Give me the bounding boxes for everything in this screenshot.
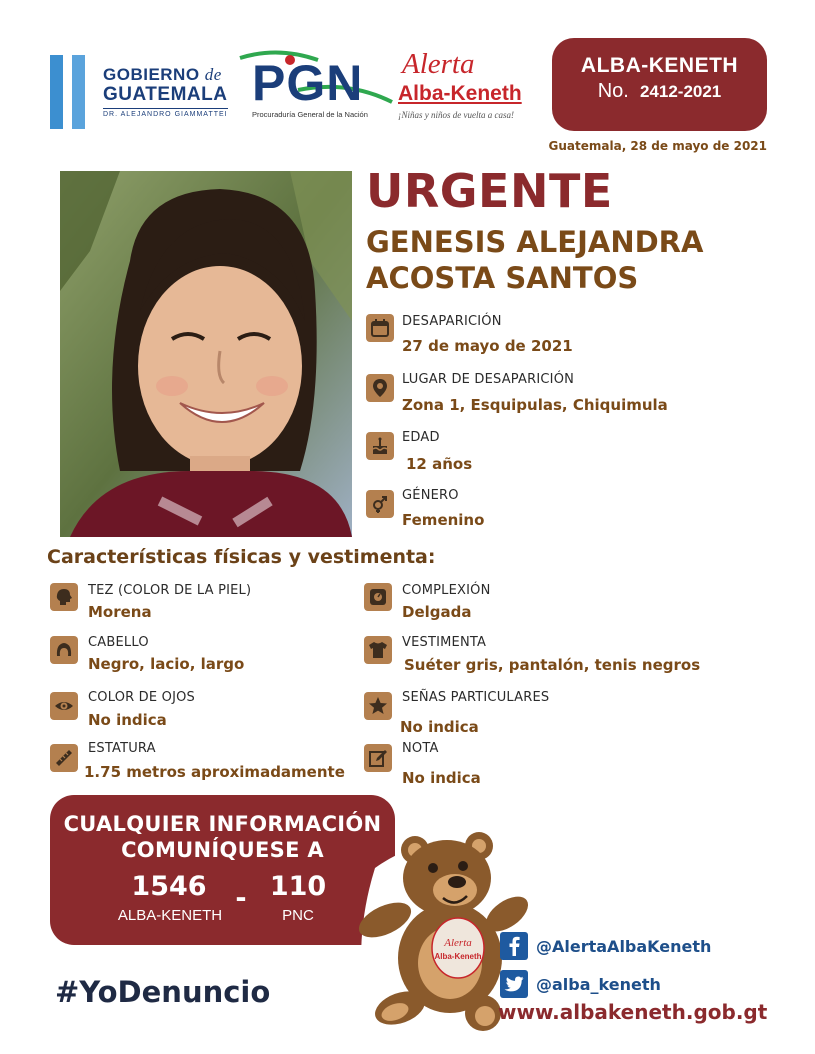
- detail-disappearance: [366, 314, 394, 342]
- alerta-alba-keneth-logo: [398, 48, 538, 122]
- scale-icon: [364, 583, 392, 611]
- twitter-link[interactable]: [500, 970, 661, 998]
- char-note: [364, 744, 392, 772]
- char-value-build: Delgada: [402, 603, 472, 621]
- char-value-note: No indica: [402, 769, 481, 787]
- portrait-illustration-icon: [60, 171, 352, 537]
- char-label-build: COMPLEXIÓN: [402, 583, 491, 598]
- char-hair: [50, 636, 78, 664]
- contact-number-pnc[interactable]: 110: [269, 871, 327, 902]
- pgn-letters: PGN: [252, 55, 364, 111]
- contact-number-alba[interactable]: 1546: [131, 871, 207, 902]
- contact-line2: COMUNÍQUESE A: [121, 838, 324, 862]
- hair-icon: [50, 636, 78, 664]
- char-eyes: [50, 692, 78, 720]
- twitter-handle[interactable]: @alba_keneth: [536, 974, 661, 994]
- contact-caption-alba: ALBA-KENETH: [117, 907, 223, 924]
- case-no-label: No.: [597, 80, 629, 102]
- urgent-heading: URGENTE: [366, 164, 613, 218]
- head-profile-icon: [50, 583, 78, 611]
- issue-date: Guatemala, 28 de mayo de 2021: [548, 139, 767, 153]
- contact-separator: -: [235, 883, 247, 914]
- detail-value-disappearance: 27 de mayo de 2021: [402, 337, 573, 355]
- pgn-subtitle: Procuraduría General de la Nación: [252, 110, 368, 119]
- char-label-note: NOTA: [402, 741, 439, 756]
- calendar-icon: [366, 314, 394, 342]
- detail-value-gender: Femenino: [402, 511, 485, 529]
- mascot-badge-word1: Alerta: [444, 937, 472, 949]
- note-edit-icon: [364, 744, 392, 772]
- name-line2: ACOSTA SANTOS: [366, 261, 639, 295]
- char-value-clothing: Suéter gris, pantalón, tenis negros: [404, 656, 701, 674]
- char-value-marks: No indica: [400, 718, 479, 736]
- gobierno-line3: DR. ALEJANDRO GIAMMATTEI: [103, 108, 228, 118]
- case-program: ALBA-KENETH: [580, 54, 739, 77]
- facebook-icon: [500, 932, 528, 960]
- char-label-skin: TEZ (COLOR DE LA PIEL): [88, 583, 252, 598]
- alerta-logo-tagline: ¡Niñas y niños de vuelta a casa!: [398, 110, 514, 120]
- birthday-cake-icon: [366, 432, 394, 460]
- char-label-marks: SEÑAS PARTICULARES: [402, 690, 550, 705]
- twitter-icon: [500, 970, 528, 998]
- name-line1: GENESIS ALEJANDRA: [366, 225, 704, 259]
- detail-label-gender: GÉNERO: [402, 488, 459, 503]
- detail-label-location: LUGAR DE DESAPARICIÓN: [402, 372, 575, 387]
- detail-label-age: EDAD: [402, 430, 440, 445]
- char-label-clothing: VESTIMENTA: [402, 635, 487, 650]
- char-marks: [364, 692, 392, 720]
- facebook-handle[interactable]: @AlertaAlbaKeneth: [536, 936, 712, 956]
- char-value-eyes: No indica: [88, 711, 167, 729]
- char-height: [50, 744, 78, 772]
- ruler-icon: [50, 744, 78, 772]
- gobierno-line2: GUATEMALA: [103, 84, 228, 105]
- tshirt-icon: [364, 636, 392, 664]
- char-label-hair: CABELLO: [88, 635, 149, 650]
- char-value-hair: Negro, lacio, largo: [88, 655, 245, 673]
- detail-value-location: Zona 1, Esquipulas, Chiquimula: [402, 396, 668, 414]
- star-icon: [364, 692, 392, 720]
- missing-person-photo: [60, 171, 352, 537]
- detail-location: [366, 374, 394, 402]
- char-build: [364, 583, 392, 611]
- char-value-height: 1.75 metros aproximadamente: [84, 763, 345, 781]
- gobierno-de: de: [204, 65, 222, 84]
- gender-icon: [366, 490, 394, 518]
- contact-caption-pnc: PNC: [282, 907, 314, 924]
- gobierno-logo: [103, 66, 228, 118]
- website-link[interactable]: www.albakeneth.gob.gt: [498, 1000, 768, 1024]
- char-clothing: [364, 636, 392, 664]
- gobierno-logo-bars: [50, 55, 96, 129]
- char-label-eyes: COLOR DE OJOS: [88, 690, 195, 705]
- case-number: 2412-2021: [639, 82, 722, 101]
- facebook-link[interactable]: [500, 932, 711, 960]
- case-number-badge: [552, 38, 767, 131]
- contact-line1: CUALQUIER INFORMACIÓN: [63, 812, 382, 836]
- detail-age: [366, 432, 394, 460]
- missing-person-name: [366, 224, 703, 296]
- hashtag: #YoDenuncio: [55, 975, 271, 1009]
- pgn-logo: [238, 50, 396, 120]
- detail-value-age: 12 años: [406, 455, 473, 473]
- mascot-badge-word2: Alba-Keneth: [434, 952, 482, 961]
- contact-box: [50, 795, 395, 945]
- detail-label-disappearance: DESAPARICIÓN: [402, 314, 502, 329]
- eye-icon: [50, 692, 78, 720]
- gobierno-line1: GOBIERNO: [103, 65, 200, 84]
- alerta-logo-word1: Alerta: [402, 48, 475, 80]
- char-label-height: ESTATURA: [88, 741, 156, 756]
- detail-gender: [366, 490, 394, 518]
- characteristics-title: Características físicas y vestimenta:: [47, 546, 436, 568]
- char-value-skin: Morena: [88, 603, 152, 621]
- alerta-logo-word2: Alba-Keneth: [398, 82, 522, 105]
- char-skin: [50, 583, 78, 611]
- location-pin-icon: [366, 374, 394, 402]
